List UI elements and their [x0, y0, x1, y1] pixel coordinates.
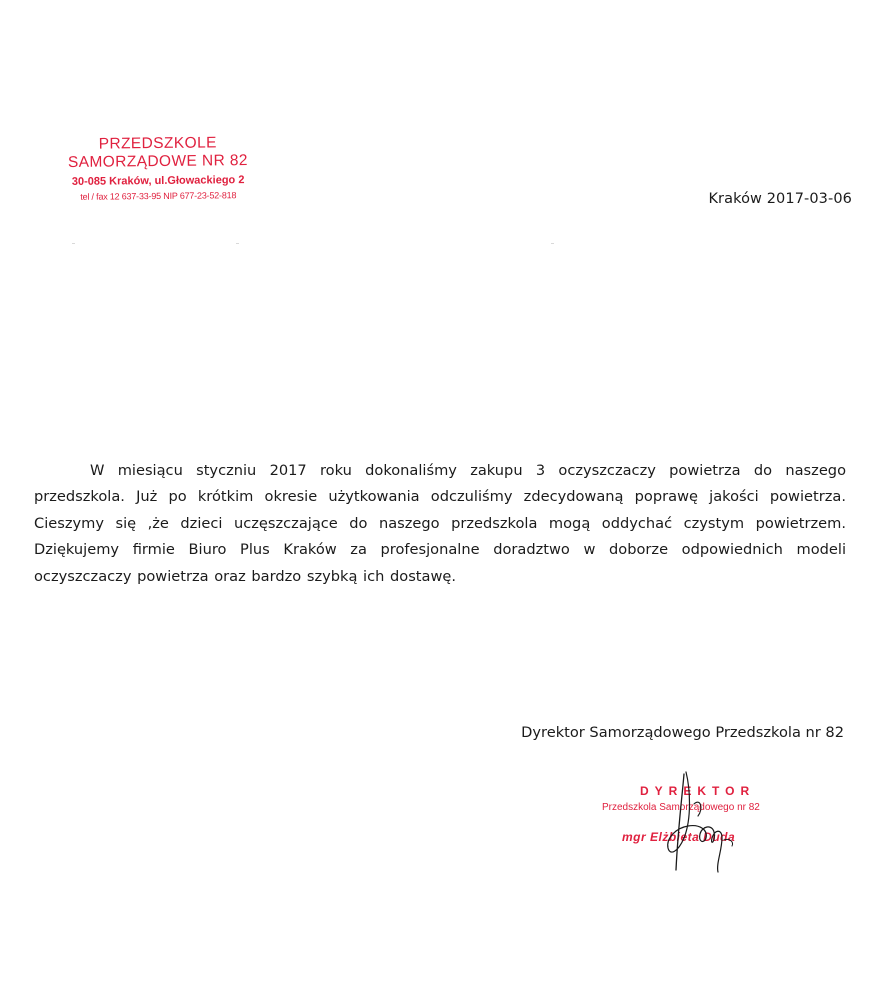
stamp-line-type: SAMORZĄDOWE NR 82 — [67, 152, 248, 171]
letter-paragraph: W miesiącu styczniu 2017 roku dokonaliśmy zakupu 3 oczyszczaczy powietrza do naszego przedszkola. Już po krótkim okresie użytkowania odczuliśmy zdecydowaną poprawę jakości powietrza. Cieszymy się ,że dzieci uczęszczające do naszego przedszkola mogą oddychać czystym powietrzem. Dziękujemy firmie Biuro Plus Kraków za profesjonalne doradztwo w doborze odpowiednich modeli oczyszczaczy powietrza oraz bardzo szybką ich dostawę. — [34, 462, 846, 585]
director-stamp-title: DYREKTOR — [640, 784, 756, 798]
letter-body — [34, 458, 846, 590]
director-stamp-name: mgr Elżbieta Duda — [622, 830, 736, 844]
institution-stamp — [60, 134, 257, 204]
stamp-line-address: 30-085 Kraków, ul.Głowackiego 2 — [71, 174, 245, 188]
scan-speck — [72, 243, 75, 244]
stamp-line-contact: tel / fax 12 637-33-95 NIP 677-23-52-818 — [80, 190, 237, 202]
director-stamp-institution: Przedszkola Samorządowego nr 82 — [602, 802, 760, 813]
letter-date: Kraków 2017-03-06 — [708, 191, 852, 207]
signatory-title: Dyrektor Samorządowego Przedszkola nr 82 — [521, 724, 844, 741]
scan-speck — [551, 243, 554, 244]
handwritten-signature — [664, 768, 754, 878]
scan-speck — [236, 243, 239, 244]
stamp-line-name: PRZEDSZKOLE — [98, 134, 217, 153]
